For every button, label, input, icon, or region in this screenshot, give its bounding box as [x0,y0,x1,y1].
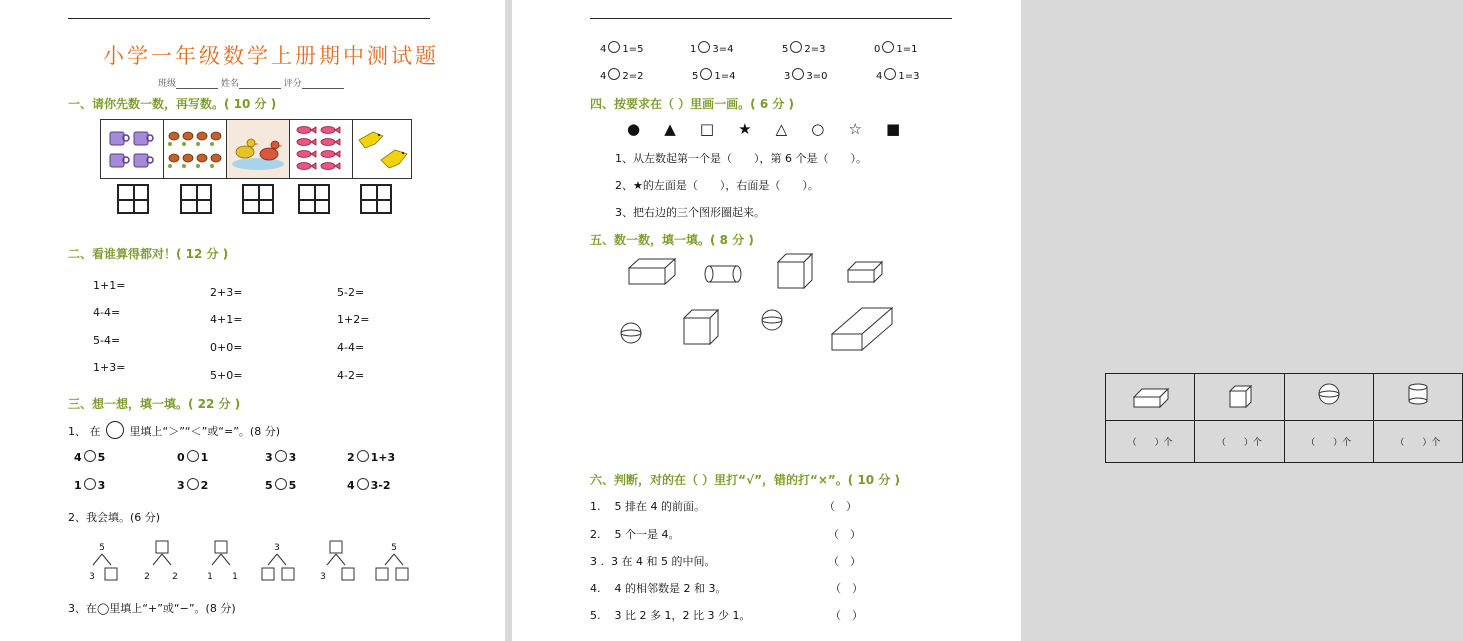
judge-answer[interactable]: （ ） [828,528,861,541]
equation-item: 5 2=3 [782,41,825,55]
calc-item: 4+1= [210,313,243,326]
left-page [0,0,505,641]
ducks-picture [227,120,290,178]
tree-top: 5 [391,543,397,553]
judge-item: 5. 3 比 2 多 1，2 比 3 少 1。 [590,609,751,622]
info-line [158,76,344,89]
answer-circle[interactable] [187,450,199,462]
filled-circle-icon: ● [627,120,641,138]
filled-star-icon: ★ [738,120,752,138]
compare-item: 5 5 [265,479,297,492]
count-answer[interactable]: （ ）个 [1195,421,1284,463]
triangle-outline-icon: △ [775,120,788,138]
equation-item: 4 1=5 [600,41,643,55]
answer-circle[interactable] [275,450,287,462]
right-page [512,0,1441,641]
calc-item: 5+0= [210,369,243,382]
section-4-heading: 四、按要求在（ ）里画一画。( 6 分 ) [590,97,795,111]
cube-cell [1195,374,1284,421]
compare-item: 0 1 [177,451,209,464]
judge-answer[interactable]: （ ） [828,555,861,568]
square-outline-icon: □ [699,120,715,138]
section-1-heading: 一、请你先数一数，再写数。( 10 分 ) [68,97,277,111]
shape-sequence [627,119,919,138]
class-blank[interactable] [176,88,218,89]
calc-item: 0+0= [210,341,243,354]
count-answer[interactable]: （ ）个 [1284,421,1373,463]
cylinder-cell [1373,374,1462,421]
class-label: 班级 [158,79,177,89]
calc-item: 5-2= [337,286,365,299]
equation-item: 5 1=4 [692,68,735,82]
section-2-heading: 二、看谁算得都对！( 12 分 ) [68,247,229,261]
equation-item: 1 3=4 [690,41,733,55]
birds-picture [353,120,415,178]
shape-question-2: 2、★的左面是（ ），右面是（ ）。 [615,179,819,192]
answer-circle[interactable] [357,450,369,462]
page-divider [505,0,512,641]
top-rule [590,18,952,19]
answer-circle[interactable] [187,478,199,490]
compare-item: 4 3-2 [347,479,391,492]
calc-item: 1+3= [93,361,126,374]
equation-item: 4 2=2 [600,68,643,82]
answer-grid[interactable] [360,184,392,214]
name-blank[interactable] [239,88,281,89]
calc-item: 1+2= [337,313,370,326]
compare-suffix: 里填上“＞”“＜”或“=”。(8 分) [129,425,280,438]
judge-item: 1. 5 排在 4 的前面。 [590,500,705,513]
section-3-heading: 三、想一想，填一填。( 22 分 ) [68,397,241,411]
star-outline-icon: ☆ [848,120,862,138]
answer-circle[interactable] [84,450,96,462]
calc-item: 2+3= [210,286,243,299]
answer-circle[interactable] [357,478,369,490]
compare-item: 3 3 [265,451,297,464]
calc-item: 4-4= [337,341,365,354]
compare-instruction [68,421,280,439]
judge-answer[interactable]: （ ） [824,500,857,513]
section-6-heading: 六、判断，对的在（ ）里打“√”，错的打“×”。( 10 分 ) [590,473,900,487]
answer-circle[interactable] [884,68,896,80]
answer-circle[interactable] [275,478,287,490]
cuboid-cell [1106,374,1195,421]
count-answer[interactable]: （ ）个 [1373,421,1462,463]
answer-circle[interactable] [700,68,712,80]
top-rule [68,18,430,19]
score-blank[interactable] [302,88,344,89]
equation-item: 4 1=3 [876,68,919,82]
answer-circle[interactable] [608,41,620,53]
judge-answer[interactable]: （ ） [830,609,863,622]
section-5-heading: 五、数一数，填一填。( 8 分 ) [590,233,754,247]
tree-top: 3 [274,543,280,553]
number-trees [80,538,430,586]
judge-item: 3 . 3 在 4 和 5 的中间。 [590,555,716,568]
answer-grid[interactable] [117,184,149,214]
shape-question-3: 3、把右边的三个图形圈起来。 [615,206,765,219]
tree-left: 3 [89,572,95,582]
compare-item: 2 1+3 [347,451,396,464]
plus-minus-instruction: 3、在◯里填上“+”或“−”。(8 分) [68,602,236,615]
calc-item: 4-2= [337,369,365,382]
compare-item: 1 3 [74,479,106,492]
calc-item: 1+1= [93,279,126,292]
tree-left: 1 [207,572,213,582]
judge-item: 2. 5 个一是 4。 [590,528,680,541]
cylinder-icon [1403,381,1433,411]
compare-prefix: 1、 在 [68,425,101,438]
picture-row [100,119,412,179]
equation-item: 3 3=0 [784,68,827,82]
answer-circle[interactable] [608,68,620,80]
calc-item: 5-4= [93,334,121,347]
tree-left: 2 [144,572,150,582]
cups-picture [101,120,164,178]
sphere-icon [1314,381,1344,411]
fish-picture [290,120,353,178]
tree-left: 3 [320,572,326,582]
page-title: 小学一年级数学上册期中测试题 [103,44,439,68]
answer-circle[interactable] [792,68,804,80]
compare-item: 3 2 [177,479,209,492]
cube-icon [1224,381,1254,411]
calc-item: 4-4= [93,306,121,319]
shape-question-1: 1、从左数起第一个是（ ），第 6 个是（ ）。 [615,152,867,165]
filled-square-icon: ■ [886,120,901,138]
answer-circle[interactable] [698,41,710,53]
count-table [1105,373,1463,463]
filled-triangle-icon: ▲ [664,120,676,138]
compare-item: 4 5 [74,451,106,464]
count-answer[interactable]: （ ）个 [1106,421,1195,463]
judge-item: 4. 4 的相邻数是 2 和 3。 [590,582,727,595]
answer-grid[interactable] [180,184,212,214]
solid-shapes-figure [612,250,992,360]
name-label: 姓名 [220,79,239,89]
circle-outline-icon: ○ [811,120,825,138]
circle-icon [106,421,124,439]
answer-grid[interactable] [242,184,274,214]
score-label: 评分 [283,79,302,89]
sphere-cell [1284,374,1373,421]
bugs-picture [164,120,227,178]
answer-circle[interactable] [882,41,894,53]
tree-top: 5 [99,543,105,553]
answer-circle[interactable] [790,41,802,53]
tree-right: 2 [172,572,178,582]
answer-grid[interactable] [298,184,330,214]
tree-right: 1 [232,572,238,582]
judge-answer[interactable]: （ ） [830,582,863,595]
answer-circle[interactable] [84,478,96,490]
cuboid-icon [1130,381,1170,411]
number-split-instruction: 2、我会填。(6 分) [68,511,161,524]
equation-item: 0 1=1 [874,41,917,55]
